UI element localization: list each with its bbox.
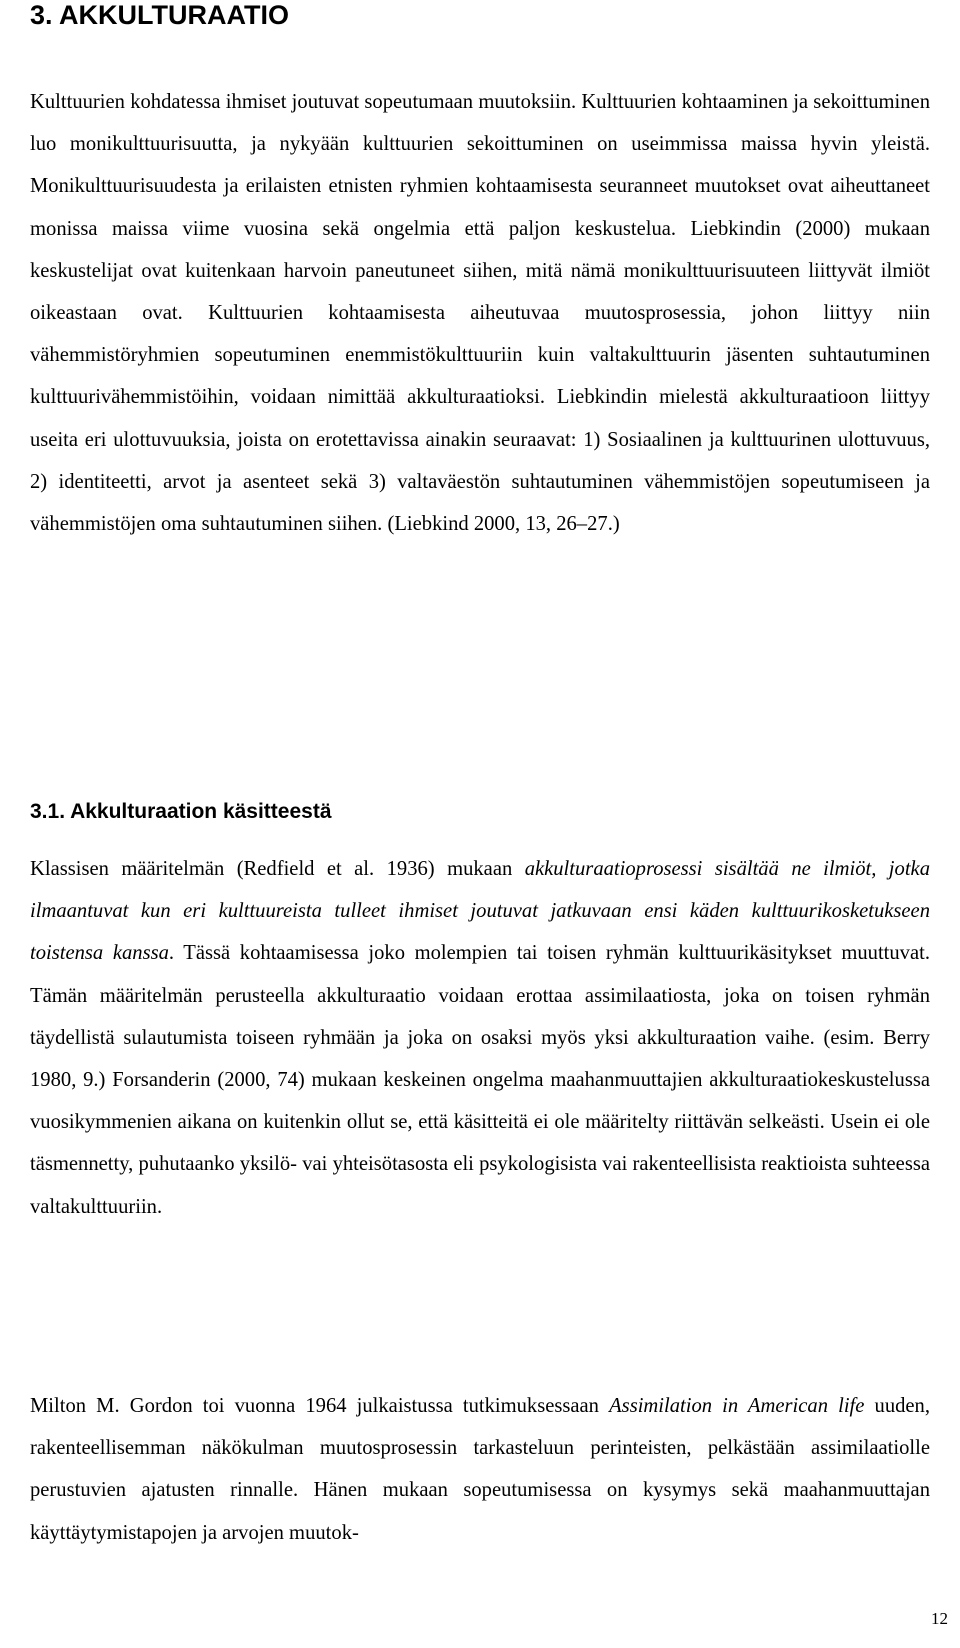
paragraph-3-book-title-italic: Assimilation in American life	[609, 1395, 865, 1417]
paragraph-2-text-end: . Tässä kohtaamisessa joko molempien tai toisen ryhmän kulttuurikäsitykset muuttuvat. Tämän määritelmän perusteella akkulturaatio voidaan erottaa assimilaatiosta, joka on toisen ryhmän täydellistä sulautumista toiseen ryhmään ja joka on osaksi myös yksi akkulturaation vaihe. (esim. Berry 1980, 9.) Forsanderin (2000, 74) mukaan keskeinen ongelma maahanmuuttajien akkulturaatiokeskustelussa vuosikymmenien aikana on kuitenkin ollut se, että käsitteitä ei ole määritelty riittävän selkeästi. Usein ei ole täsmennetty, puhutaanko yksilö- vai yhteisötasosta eli psykologisista vai rakenteellisista reaktioista suhteessa valtakulttuuriin.	[30, 942, 930, 1218]
paragraph-3-text-start: Milton M. Gordon toi vuonna 1964 julkaistussa tutkimuksessaan	[30, 1395, 610, 1417]
section-heading: 3. AKKULTURAATIO	[30, 0, 289, 30]
page-number: 12	[931, 1609, 948, 1628]
paragraph-2	[30, 848, 930, 1228]
paragraph-3-text-end: uuden, rakenteellisemman näkökulman muutosprosessin tarkasteluun perinteisten, pelkästään assimilaatiolle perustuvien ajatusten rinnalle. Hänen mukaan sopeutumisessa on kysymys sekä maahanmuuttajan käyttäytymistapojen ja arvojen muutok-	[30, 1395, 931, 1544]
paragraph-3	[30, 1385, 930, 1554]
paragraph-1: Kulttuurien kohdatessa ihmiset joutuvat sopeutumaan muutoksiin. Kulttuurien kohtaaminen ja sekoittuminen luo monikulttuurisuutta, ja nykyään kulttuurien sekoittuminen on useimmissa maissa hyvin yleistä. Monikulttuurisuudesta ja erilaisten etnisten ryhmien kohtaamisesta seuranneet muutokset ovat aiheuttaneet monissa maissa viime vuosina sekä ongelmia että paljon keskustelua. Liebkindin (2000) mukaan keskustelijat ovat kuitenkaan harvoin paneutuneet siihen, mitä nämä monikulttuurisuuteen liittyvät ilmiöt oikeastaan ovat. Kulttuurien kohtaamisesta aiheutuvaa muutosprosessia, johon liittyy niin vähemmistöryhmien sopeutuminen enemmistökulttuuriin kuin valtakulttuurin jäsenten suhtautuminen kulttuurivähemmistöihin, voidaan nimittää akkulturaatioksi. Liebkindin mielestä akkulturaatioon liittyy useita eri ulottuvuuksia, joista on erotettavissa ainakin seuraavat: 1) Sosiaalinen ja kulttuurinen ulottuvuus, 2) identiteetti, arvot ja asenteet sekä 3) valtaväestön suhtautuminen vähemmistöjen sopeutumiseen ja vähemmistöjen oma suhtautuminen siihen. (Liebkind 2000, 13, 26–27.)	[30, 91, 930, 536]
paragraph-2-text-start: Klassisen määritelmän (Redfield et al. 1936) mukaan	[30, 858, 525, 880]
paragraph-2-definition-italic: akkulturaatioprosessi sisältää ne ilmiöt, jotka ilmaantuvat kun eri kulttuureista tulleet ihmiset joutuvat jatkuvaan ensi käden kulttuurikosketukseen toistensa kanssa	[30, 858, 930, 965]
subsection-heading: 3.1. Akkulturaation käsitteestä	[30, 800, 332, 823]
